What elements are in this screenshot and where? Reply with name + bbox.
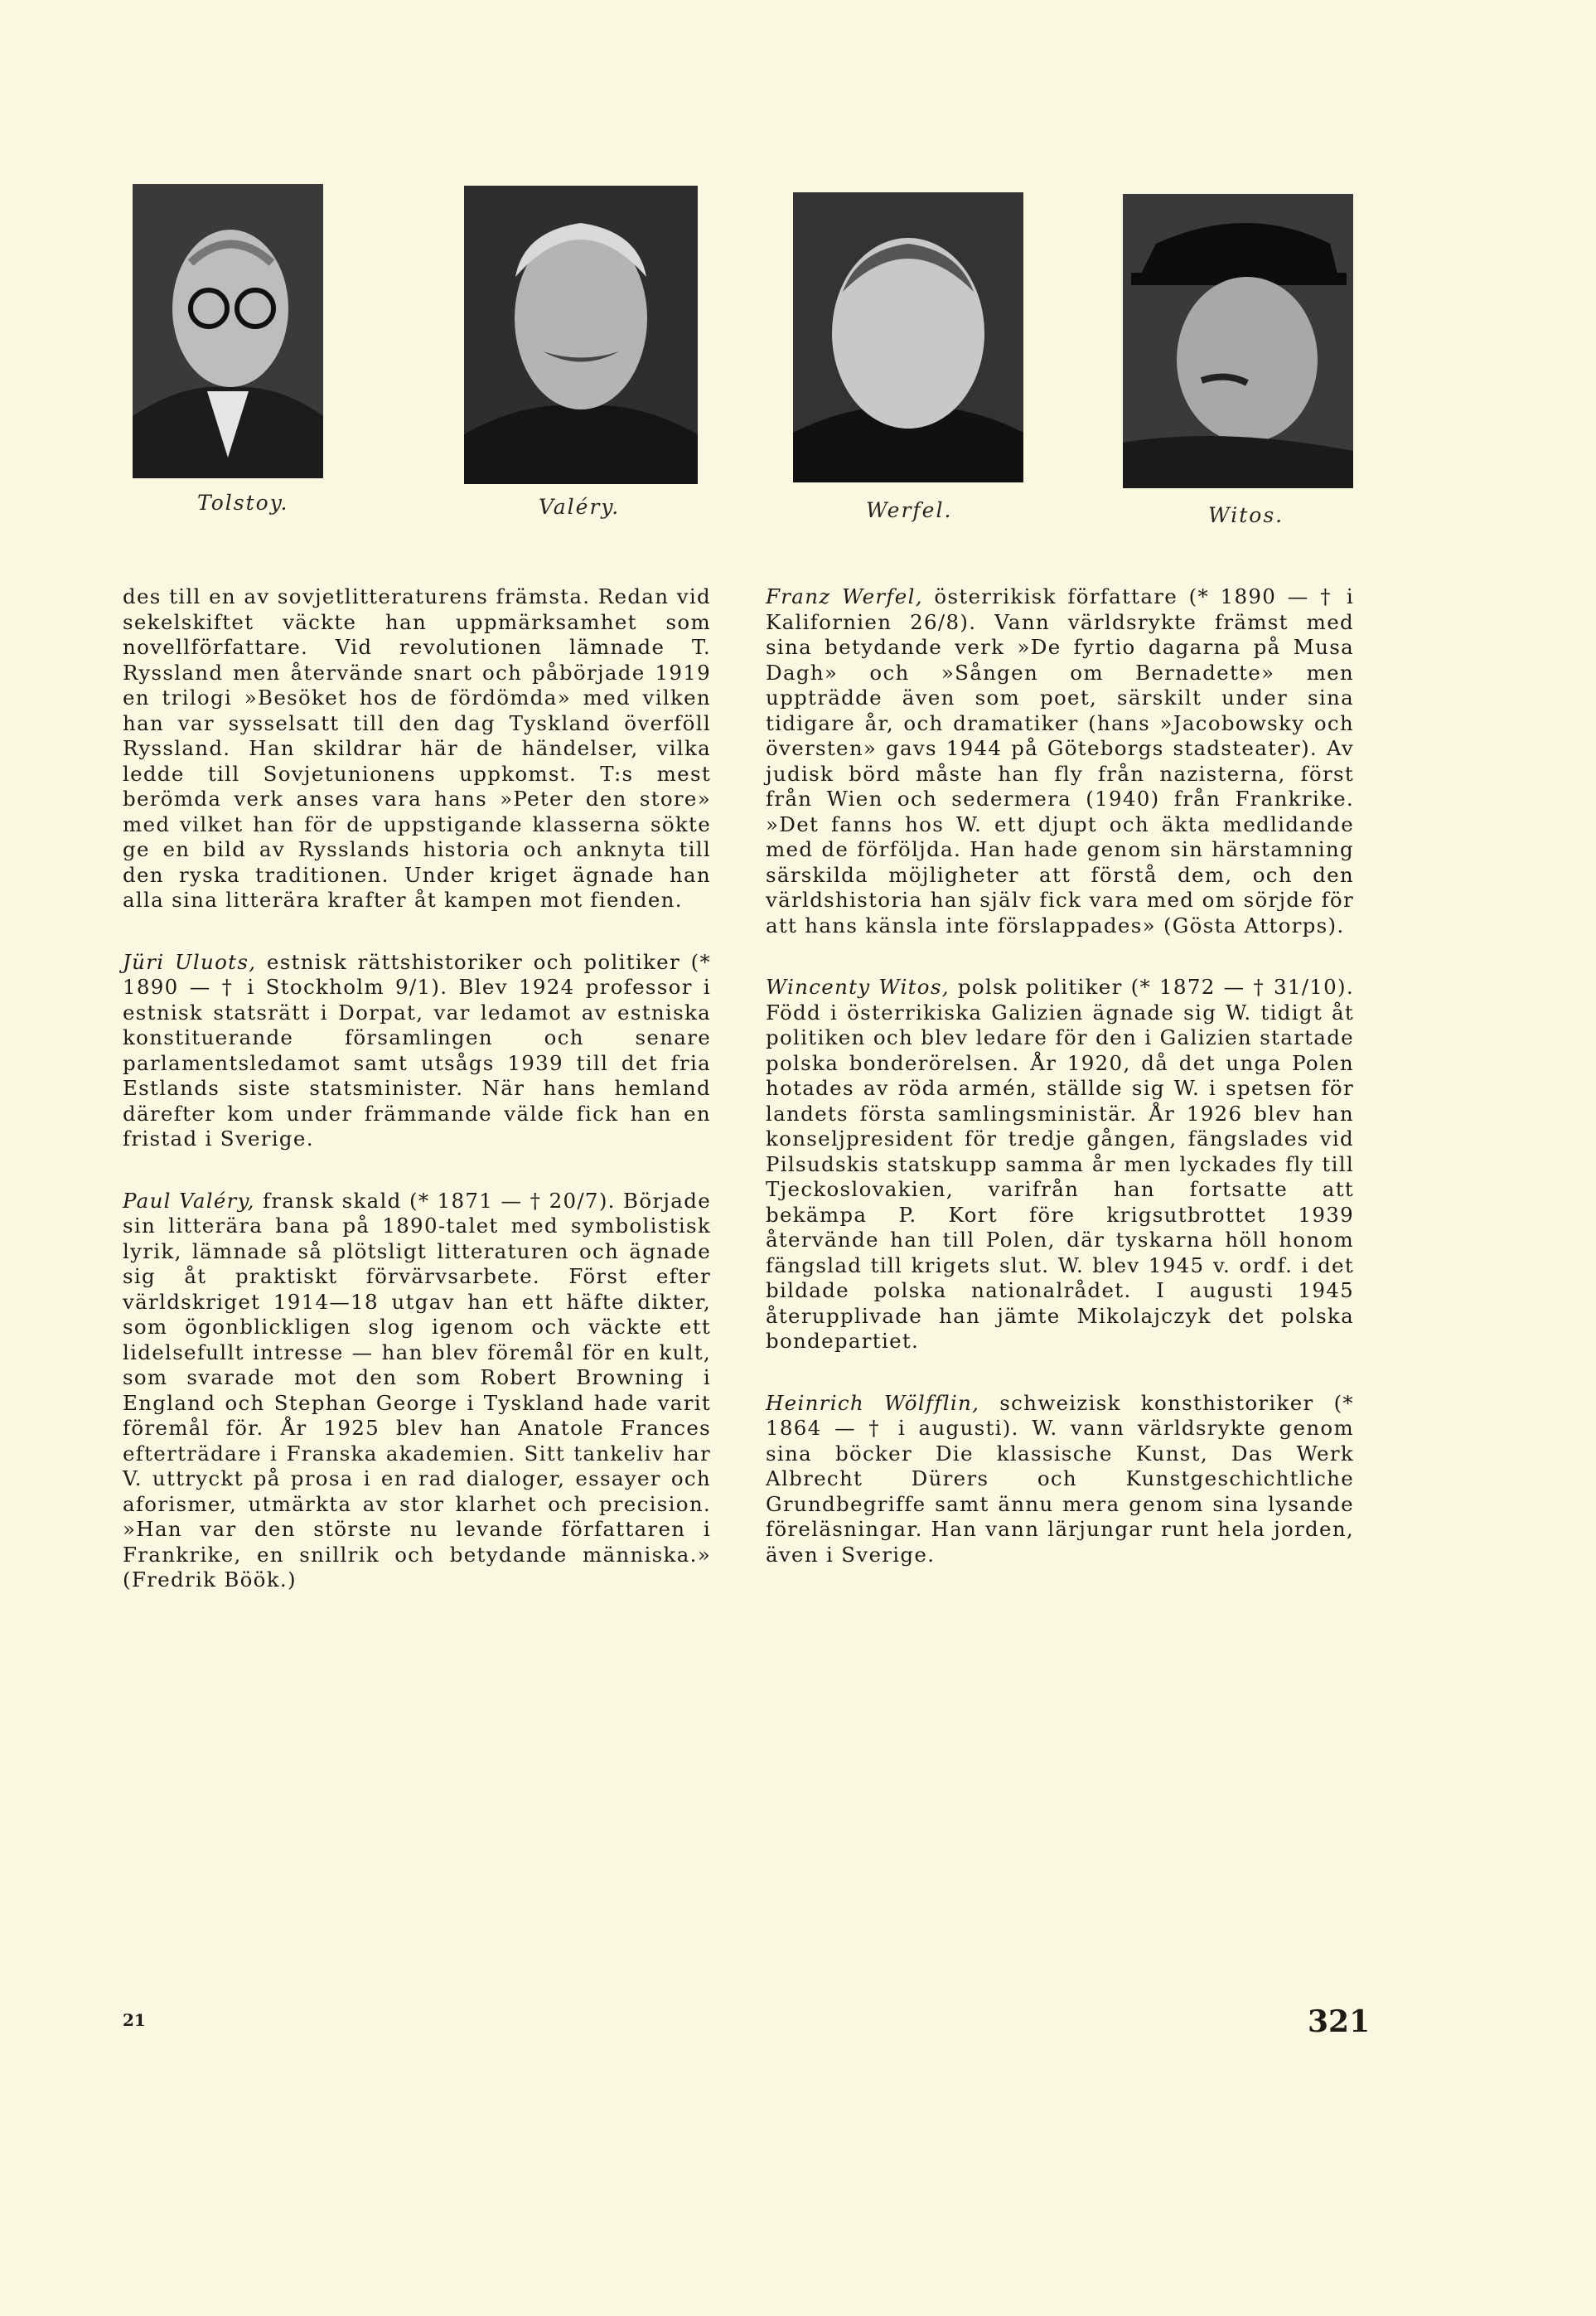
entry-name: Paul Valéry, [123, 1188, 255, 1213]
tolstoy-continuation: des till en av sovjetlitteraturens främsta. Redan vid sekelskiftet väckte han uppmärksamhet som novellförfattare. Vid revolutionen lämnade T. Ryssland men återvände snart och påbörjade 1919 en trilogi »Besöket hos de fördömda» med vilken han var sysselsatt till den dag Tyskland överföll Ryssland. Han skildrar här de händelser, vilka ledde till Sovjetunionens uppkomst. T:s mest berömda verk anses vara hans »Peter den store» med vilket han för de uppstigande klasserna sökte ge en bild av Rysslands historia och anknyta till den ryska traditionen. Under kriget ägnade han alla sina litterära krafter åt kampen mot fienden. [123, 584, 711, 912]
entry-wolfflin [766, 1391, 1354, 1568]
page-number: 321 [1308, 2004, 1371, 2039]
entry-werfel [766, 584, 1354, 938]
entry-witos [766, 975, 1354, 1354]
portrait-witos [1123, 194, 1353, 488]
signature-mark: 21 [123, 2010, 146, 2030]
entry-name: Wincenty Witos, [766, 975, 950, 999]
portrait-tolstoy [133, 184, 323, 478]
caption-tolstoy: Tolstoy. [197, 491, 289, 515]
entry-uluots [123, 950, 711, 1152]
right-column [766, 584, 1354, 1604]
entry-text: schweizisk konsthistoriker (* 1864 — † i augusti). W. vann världsrykte genom sina böcker Die klassische Kunst, Das Werk Albrecht Dürers och Kunstgeschichtliche Grundbegriffe samt ännu mera genom sina lysande föreläsningar. Han vann lärjungar runt hela jorden, även i Sverige. [766, 1390, 1354, 1567]
caption-valery: Valéry. [539, 495, 621, 519]
entry-text: österrikisk författare (* 1890 — † i Kalifornien 26/8). Vann världsrykte främst med sina betydande verk »De fyrtio dagarna på Musa Dagh» och »Sången om Bernadette» men uppträdde även som poet, särskilt under sina tidigare år, och dramatiker (hans »Jacobowsky och översten» gavs 1944 på Göteborgs stadsteater). Av judisk börd måste han fly från nazisterna, först från Wien och sedermera (1940) från Frankrike. »Det fanns hos W. ett djupt och äkta medlidande med de förföljda. Han hade genom sin härstamning särskilda möjligheter att förstå dem, och den världshistoria han själv fick vara med om sörjde för att hans känsla inte förslappades» (Gösta Attorps). [766, 584, 1354, 938]
entry-text: fransk skald (* 1871 — † 20/7). Började sin litterära bana på 1890-talet med symbolistisk lyrik, lämnade så plötsligt litteraturen och ägnade sig åt praktiskt förvärvsarbete. Först efter världskriget 1914—18 utgav han ett häfte dikter, som ögonblickligen slog igenom och väckte ett lidelsefullt intresse — han blev föremål för en kult, som svarade mot den som Robert Browning i England och Stephan George i Tyskland hade varit föremål för. År 1925 blev han Anatole Frances efterträdare i Franska akademien. Sitt tankeliv har V. uttryckt på prosa i en rad dialoger, essayer och aforismer, utmärkta av stor klarhet och precision. »Han var den störste nu levande författaren i Frankrike, en snillrik och betydande människa.» (Fredrik Böök.) [123, 1188, 711, 1592]
portrait-valery [464, 186, 698, 484]
left-column [123, 584, 711, 1630]
entry-name: Heinrich Wölfflin, [766, 1390, 980, 1415]
caption-witos: Witos. [1208, 503, 1284, 527]
entry-name: Franz Werfel, [766, 584, 923, 608]
caption-werfel: Werfel. [866, 498, 953, 522]
entry-name: Jüri Uluots, [123, 949, 257, 974]
entry-text: polsk politiker (* 1872 — † 31/10). Född i österrikiska Galizien ägnade sig W. tidigt åt politiken och blev ledare för den i Galizien startade polska bonderörelsen. År 1920, då det unga Polen hotades av röda armén, ställde sig W. i spetsen för landets första samlingsministär. År 1926 blev han konseljpresident för tredje gången, fängslades vid Pilsudskis statskupp samma år men lyckades fly till Tjeckoslovakien, varifrån han fortsatte att bekämpa P. Kort före krigsutbrottet 1939 återvände han till Polen, där tyskarna höll honom fängslad till krigets slut. W. blev 1945 v. ordf. i det bildade polska nationalrådet. I augusti 1945 återupplivade han jämte Mikolajczyk det polska bondepartiet. [766, 975, 1354, 1353]
entry-valery [123, 1189, 711, 1593]
portrait-werfel [793, 192, 1023, 482]
entry-text: estnisk rättshistoriker och politiker (* 1890 — † i Stockholm 9/1). Blev 1924 professor i estnisk statsrätt i Dorpat, var ledamot av estniska konstituerande församlingen och senare parlamentsledamot samt utsågs 1939 till det fria Estlands siste statsminister. När hans hemland därefter kom under främmande välde fick han en fristad i Sverige. [123, 949, 712, 1151]
